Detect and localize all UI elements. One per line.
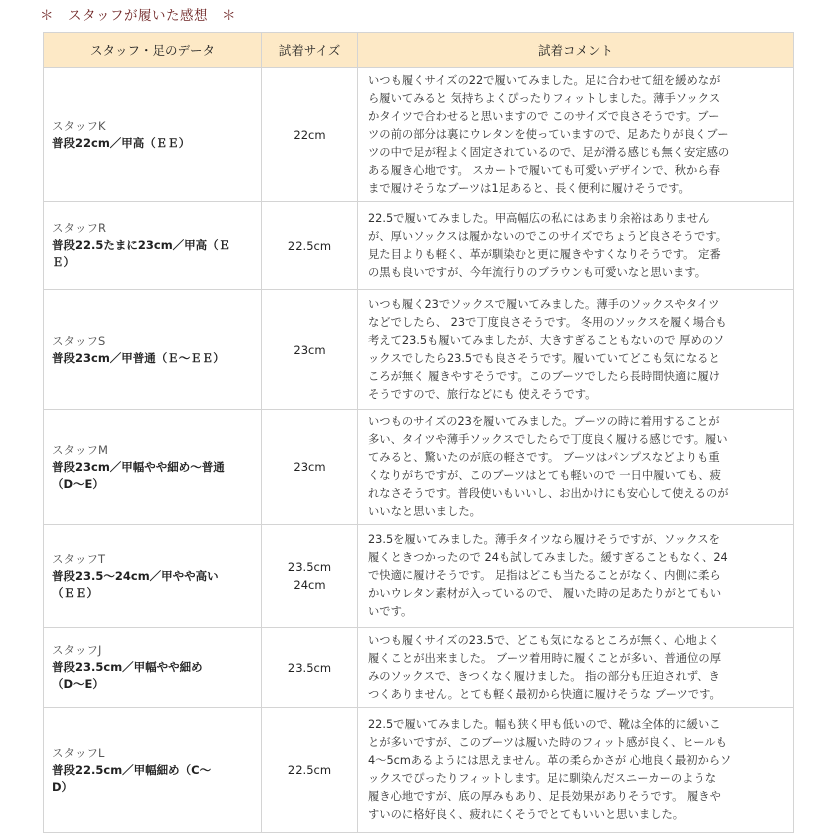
trial-size: 22cm xyxy=(262,68,358,202)
trial-size: 22.5cm xyxy=(262,708,358,833)
foot-data: 普段23.5cm／甲幅やや細め （D～E） xyxy=(52,660,203,691)
header-staff: スタッフ・足のデータ xyxy=(44,33,262,68)
foot-data: 普段22.5たまに23cm／甲高（Ｅ Ｅ） xyxy=(52,238,231,269)
trial-comment: 22.5で履いてみました。幅も狭く甲も低いので、靴は全体的に緩いこ とが多いですが、このブーツは履いた時のフィット感が良く、ヒールも 4～5cmあるようには思えません。革の柔らかさが 心地良く最初からソ ックスでぴったりフィットします。足に馴染んだスニーカーのような 履き心地ですが、底の厚みもあり、足長効果がありそうです。 履きや すいのに格好良く、疲れにくそうでとてもいいと思いました。 xyxy=(358,708,794,833)
table-row xyxy=(44,708,794,833)
foot-data: 普段22cm／甲高（ＥＥ） xyxy=(52,135,191,150)
table-row xyxy=(44,68,794,202)
header-size: 試着サイズ xyxy=(262,33,358,68)
section-title: ＊ スタッフが履いた感想 ＊ xyxy=(40,8,236,24)
staff-cell xyxy=(44,68,262,202)
trial-size: 23cm xyxy=(262,290,358,410)
trial-size: 22.5cm xyxy=(262,202,358,290)
table-row xyxy=(44,525,794,628)
staff-name: スタッフK xyxy=(52,118,106,133)
trial-size: 23.5cm 24cm xyxy=(262,525,358,628)
foot-data: 普段23.5～24cm／甲やや高い （ＥＥ） xyxy=(52,568,219,600)
staff-name: スタッフT xyxy=(52,551,106,566)
staff-cell xyxy=(44,202,262,290)
trial-comment: いつも履く23でソックスで履いてみました。薄手のソックスやタイツ などでしたら、 23で丁度良さそうです。 冬用のソックスを履く場合も 考えて23.5も履いてみましたが、大きすぎることもないので 厚めのソ ックスでしたら23.5でも良さそうです。履いていてどこも気になると ころが無く 履きやすそうです。このブーツでしたら長時間快適に履け そうですので、旅行などにも 使えそうです。 xyxy=(358,290,794,410)
staff-cell xyxy=(44,525,262,628)
foot-data: 普段23cm／甲普通（Ｅ～ＥＥ） xyxy=(52,350,225,365)
table-row xyxy=(44,628,794,708)
foot-data: 普段23cm／甲幅やや細め～普通 （D～E） xyxy=(52,459,225,491)
table-row xyxy=(44,202,794,290)
table-row xyxy=(44,290,794,410)
staff-name: スタッフJ xyxy=(52,643,102,657)
staff-name: スタッフL xyxy=(52,745,105,760)
staff-cell xyxy=(44,410,262,525)
trial-comment: 22.5で履いてみました。甲高幅広の私にはあまり余裕はありません が、厚いソックスは履かないのでこのサイズでちょうど良さそうです。 見た目よりも軽く、革が馴染むと更に履きやすくなりそうです。 定番 の黒も良いですが、今年流行りのブラウンも可愛いなと思います。 xyxy=(358,202,794,290)
staff-name: スタッフS xyxy=(52,333,106,348)
staff-name: スタッフR xyxy=(52,221,106,235)
staff-name: スタッフM xyxy=(52,442,108,457)
trial-size: 23.5cm xyxy=(262,628,358,708)
staff-cell xyxy=(44,628,262,708)
header-comment: 試着コメント xyxy=(358,33,794,68)
staff-review-table xyxy=(43,32,794,833)
staff-cell xyxy=(44,708,262,833)
table-row xyxy=(44,410,794,525)
trial-comment: いつも履くサイズの22で履いてみました。足に合わせて紐を緩めなが ら履いてみると 気持ちよくぴったりフィットしました。薄手ソックス かタイツで合わせると思いますので このサイズで良さそうです。ブー ツの前の部分は裏にウレタンを使っていますので、足あたりが良くブー ツの中で足が程よく固定されているので、足が滑る感じも無く安定感の ある履き心地です。 スカートで履いても可愛いデザインで、秋から春 まで履けそうなブーツは1足あると、長く便利に履けそうです。 xyxy=(358,68,794,202)
table-header-row xyxy=(44,33,794,68)
trial-comment: いつも履くサイズの23.5で、どこも気になるところが無く、心地よく 履くことが出来ました。 ブーツ着用時に履くことが多い、普通位の厚 みのソックスで、きつくなく履けました。 指の部分も圧迫されず、き つくありません。とても軽く最初から快適に履けそうな ブーツです。 xyxy=(358,628,794,708)
staff-cell xyxy=(44,290,262,410)
foot-data: 普段22.5cm／甲幅細め（C～ D） xyxy=(52,762,212,794)
trial-comment: いつものサイズの23を履いてみました。ブーツの時に着用することが 多い、タイツや薄手ソックスでしたらで丁度良く履ける感じです。履い てみると、驚いたのが底の軽さです。 ブーツはパンプスなどよりも重 くなりがちですが、このブーツはとても軽いので 一日中履いても、疲 れなさそうです。普段使いもいいし、お出かけにも安心して使えるのが いいなと思いました。 xyxy=(358,410,794,525)
trial-comment: 23.5を履いてみました。薄手タイツなら履けそうですが、ソックスを 履くときつかったので 24も試してみました。緩すぎることもなく、24 で快適に履けそうです。 足指はどこも当たることがなく、内側に柔ら かいウレタン素材が入っているので、 履いた時の足あたりがとてもい いです。 xyxy=(358,525,794,628)
trial-size: 23cm xyxy=(262,410,358,525)
